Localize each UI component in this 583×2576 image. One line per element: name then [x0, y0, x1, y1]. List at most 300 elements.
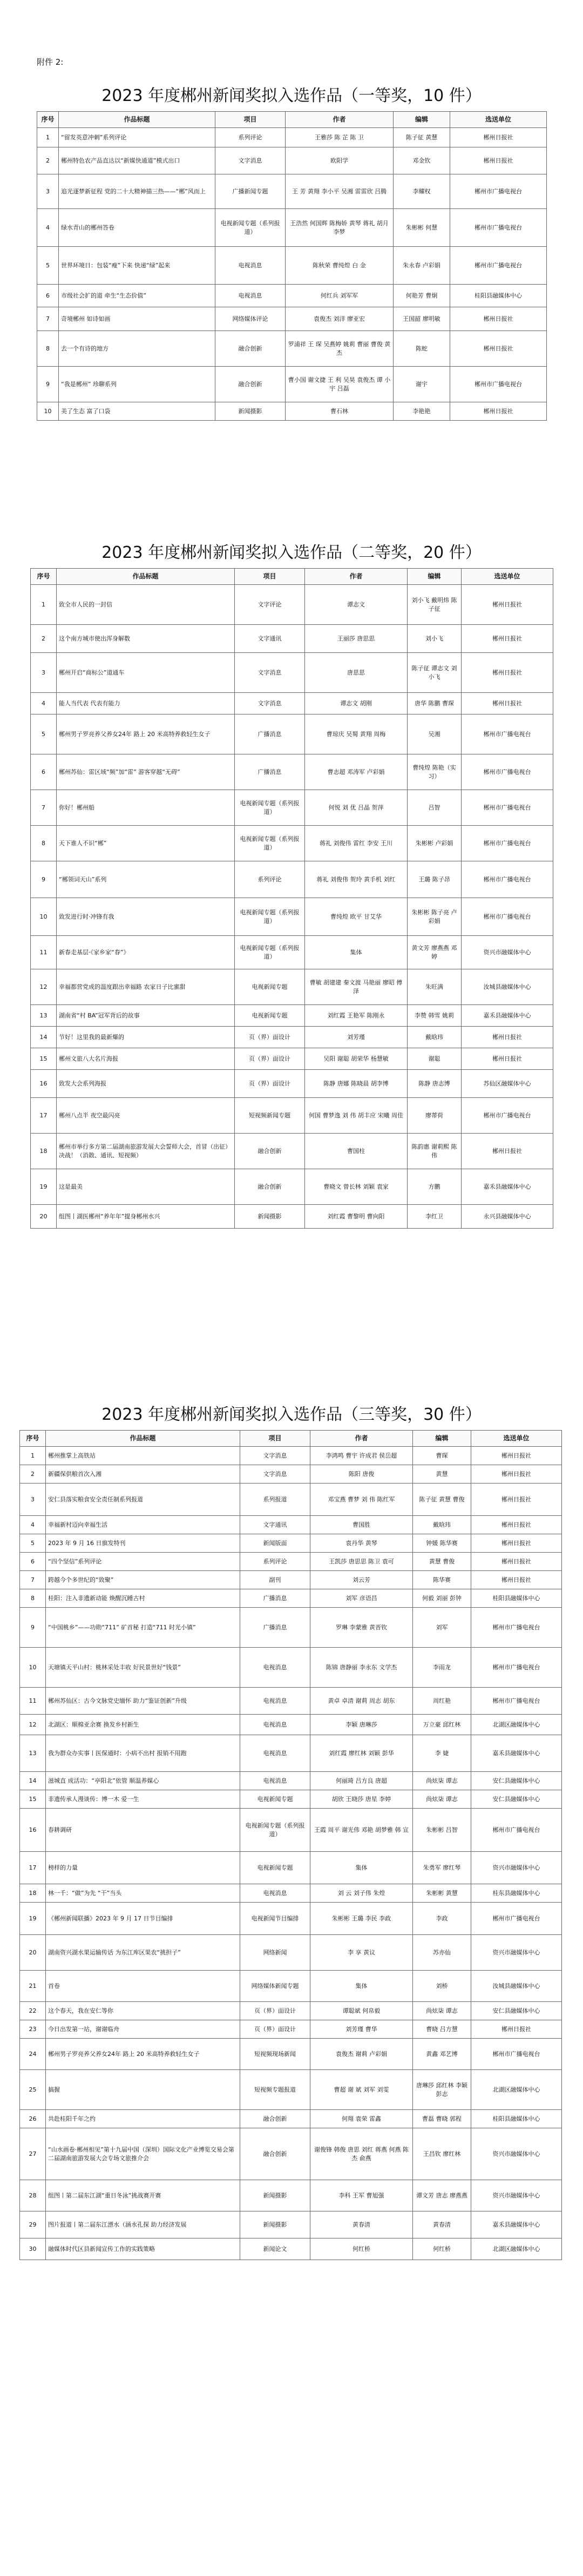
table-row — [20, 1447, 562, 1465]
cell-index: 6 — [31, 754, 57, 790]
cell-authors: 陈阳 唐俊 — [310, 1465, 413, 1483]
cell-editors: 唐华 陈鹏 曹琛 — [408, 693, 462, 714]
table-row — [37, 307, 547, 331]
cell-title: 新疆保供粮首次入湘 — [46, 1465, 240, 1483]
cell-category: 融合创新 — [235, 1134, 305, 1169]
cell-index: 13 — [20, 1735, 46, 1772]
cell-authors: 陈秋荣 曹纯煌 白 金 — [286, 247, 394, 285]
cell-category: 电视新闻专题 — [240, 1852, 310, 1884]
table-row — [31, 1070, 553, 1098]
cell-unit: 汝城县融媒体中心 — [462, 969, 553, 1005]
cell-title: 湖南省“村 BA”冠军背后的故事 — [57, 1005, 235, 1027]
cell-editors: 谢宇 — [394, 367, 450, 402]
cell-index: 10 — [20, 1648, 46, 1688]
cell-unit: 永兴县融媒体中心 — [462, 1205, 553, 1229]
cell-index: 29 — [20, 2211, 46, 2238]
cell-index: 3 — [37, 174, 59, 209]
cell-title: 北湖区：顺棉亚余赛 换发乡村新生 — [46, 1715, 240, 1735]
table-row — [20, 1571, 562, 1589]
cell-title: 今日出发第一站，谢谢临舟 — [46, 2020, 240, 2039]
cell-editors: 吴湘 — [408, 714, 462, 754]
cell-authors: 曹国柱 — [305, 1134, 408, 1169]
cell-index: 4 — [37, 209, 59, 247]
cell-authors: 李 享 黄议 — [310, 1935, 413, 1971]
column-header-category: 项目 — [235, 569, 305, 585]
cell-category: 短视频现场新闻 — [240, 2039, 310, 2070]
table-row — [31, 1005, 553, 1027]
cell-unit: 郴州日报社 — [471, 1483, 562, 1516]
table-row — [31, 1134, 553, 1169]
cell-category: 电视新闻专题（系列报道） — [235, 790, 305, 826]
cell-editors: 李雨龙 — [413, 1648, 471, 1688]
cell-authors: 曹志超 邓涛军 卢彩娟 — [305, 754, 408, 790]
table-row — [31, 1098, 553, 1134]
cell-index: 14 — [31, 1027, 57, 1048]
cell-unit: 郴州日报社 — [450, 147, 547, 174]
cell-editors: 谭文芳 唐志 廖燕燕 — [413, 2180, 471, 2211]
cell-editors: 尚炫柒 谭志 — [413, 1772, 471, 1790]
cell-index: 1 — [20, 1447, 46, 1465]
cell-index: 1 — [37, 128, 59, 147]
cell-index: 5 — [20, 1534, 46, 1553]
cell-title: 图片报道丨第二届东江漂水（涵水孔探 助力经济发展 — [46, 2211, 240, 2238]
cell-unit: 郴州日报社 — [471, 1447, 562, 1465]
cell-title: 去一个有诗的地方 — [59, 331, 215, 367]
cell-title: 共赴桂阳千年之约 — [46, 2110, 240, 2128]
cell-index: 5 — [31, 714, 57, 754]
cell-editors: 曹纯煌 陈艳（实习） — [408, 754, 462, 790]
cell-title: “中国桃乡”——功勋“711” 矿首秘 打造“711 时光小镇” — [46, 1608, 240, 1648]
cell-authors: 罗琳 李蒙雅 黄晋钦 — [310, 1608, 413, 1648]
cell-category: 文字评论 — [235, 585, 305, 625]
cell-index: 10 — [31, 898, 57, 936]
column-header-unit: 选送单位 — [462, 569, 553, 585]
cell-unit: 桂东县融媒体中心 — [471, 1884, 562, 1903]
cell-index: 8 — [20, 1589, 46, 1608]
cell-title: 2023 年 9 月 16 日旗发特刊 — [46, 1534, 240, 1553]
cell-authors: 吴阳 谢聪 胡荣华 杨慧敏 — [305, 1048, 408, 1070]
cell-editors: 曹琛 — [413, 1447, 471, 1465]
cell-title: 跨越今个多世纪的“致聚” — [46, 1571, 240, 1589]
cell-category: 系列评论 — [240, 1553, 310, 1571]
cell-editors: 李赞 韩雪 姚莉 — [408, 1005, 462, 1027]
table-row — [31, 714, 553, 754]
table-row — [20, 1903, 562, 1935]
cell-authors: 李科 王军 曹旭强 — [310, 2180, 413, 2211]
column-header-authors: 作者 — [310, 1431, 413, 1447]
cell-editors: 唐琳莎 邱红林 李颖 彭志 — [413, 2070, 471, 2110]
cell-editors: 黄鑫 邓艺博 — [413, 2039, 471, 2070]
cell-authors: 王 芳 黄翔 李小平 吴湘 雷雷欣 吕腾 — [286, 174, 394, 209]
cell-authors: 曹晓文 曾长林 刘颖 袁家 — [305, 1169, 408, 1205]
cell-title: “我是郴州” 珍聊系列 — [59, 367, 215, 402]
table-row — [37, 209, 547, 247]
cell-category: 电视消息 — [240, 1688, 310, 1715]
cell-category: 电视消息 — [215, 247, 286, 285]
cell-authors: 王丽莎 唐思思 — [305, 625, 408, 653]
cell-title: 这个南方城市使出浑身解数 — [57, 625, 235, 653]
cell-unit: 资兴市融媒体中心 — [471, 2180, 562, 2211]
cell-title: 致发进行时·冲锋有我 — [57, 898, 235, 936]
cell-authors: 曹石林 — [286, 402, 394, 421]
cell-authors: 何国 曹梦逸 刘 伟 胡丰应 宋曦 周佳 — [305, 1098, 408, 1134]
cell-unit: 郴州市广播电视台 — [462, 714, 553, 754]
cell-index: 16 — [31, 1070, 57, 1098]
table-row — [31, 1048, 553, 1070]
cell-category: 网络新闻 — [240, 1935, 310, 1971]
table-row — [37, 402, 547, 421]
cell-category: 文字消息 — [240, 1447, 310, 1465]
cell-index: 16 — [20, 1809, 46, 1852]
cell-index: 18 — [31, 1134, 57, 1169]
cell-index: 4 — [20, 1516, 46, 1534]
cell-editors: 黄文芳 廖燕燕 邓婷 — [408, 936, 462, 969]
cell-unit: 资兴市融媒体中心 — [471, 1935, 562, 1971]
table-row — [20, 1790, 562, 1809]
section-title-third-prize: 2023 年度郴州新闻奖拟入选作品（三等奖，30 件） — [101, 1405, 482, 1424]
cell-index: 12 — [20, 1715, 46, 1735]
cell-unit: 安仁县融媒体中心 — [471, 2002, 562, 2020]
cell-index: 28 — [20, 2180, 46, 2211]
cell-editors: 黄慧 曹俊 — [413, 1553, 471, 1571]
cell-index: 23 — [20, 2020, 46, 2039]
table-row — [31, 1169, 553, 1205]
cell-category: 页（界）面设计 — [240, 2002, 310, 2020]
cell-unit: 郴州日报社 — [462, 693, 553, 714]
cell-authors: 胡欣 王晓莎 唐星 李婷 — [310, 1790, 413, 1809]
cell-authors: 唐思思 — [305, 653, 408, 693]
cell-authors: 刘红霞 曹黎明 曹向阳 — [305, 1205, 408, 1229]
cell-editors: 李耀权 — [394, 174, 450, 209]
cell-authors: 谭志文 — [305, 585, 408, 625]
cell-unit: 北湖区融媒体中心 — [471, 2070, 562, 2110]
cell-category: 电视消息 — [240, 1884, 310, 1903]
cell-category: 新闻论文 — [240, 2238, 310, 2260]
cell-category: 系列报道 — [240, 1483, 310, 1516]
cell-unit: 郴州市广播电视台 — [471, 1903, 562, 1935]
table-row — [37, 367, 547, 402]
cell-authors: 谢俊锋 韩俊 唐思 刘红 蒋燕 何燕 陈杰 俞燕 — [310, 2128, 413, 2180]
cell-index: 17 — [31, 1098, 57, 1134]
cell-category: 新闻版面 — [240, 1534, 310, 1553]
cell-title: 郴州苏仙区：古今文脉党史缅怀 助力“鉴证创新”升级 — [46, 1688, 240, 1715]
cell-category: 电视消息 — [240, 1735, 310, 1772]
attachment-label: 附件 2: — [37, 57, 64, 67]
cell-authors: 朱彬彬 王璐 李民 李政 — [310, 1903, 413, 1935]
cell-category: 文字消息 — [240, 1465, 310, 1483]
cell-editors: 李政 — [413, 1903, 471, 1935]
cell-authors: 邓宝燕 曹梦 刘 伟 陈红军 — [310, 1483, 413, 1516]
cell-unit: 北湖区融媒体中心 — [471, 2238, 562, 2260]
cell-authors: 何红桥 — [310, 2238, 413, 2260]
cell-title: 天塘镇天平山村：桃林采处丰收 好民景世好“钱景” — [46, 1648, 240, 1688]
cell-category: 短视频新闻专题 — [235, 1098, 305, 1134]
cell-authors: 谭聪斌 何帛毅 — [310, 2002, 413, 2020]
table-header-row — [20, 1431, 562, 1447]
cell-authors: 王浩然 何国辉 陈梅娇 黄琴 蒋礼 胡月 李梦 — [286, 209, 394, 247]
cell-editors: 陈静 唐志博 — [408, 1070, 462, 1098]
cell-unit: 郴州市广播电视台 — [450, 174, 547, 209]
cell-category: 广播新闻专题 — [215, 174, 286, 209]
cell-editors: 吕智 — [408, 790, 462, 826]
cell-unit: 郴州市广播电视台 — [450, 209, 547, 247]
cell-category: 电视新闻专题 — [240, 1790, 310, 1809]
cell-unit: 郴州市广播电视台 — [471, 2039, 562, 2070]
cell-editors: 戴晗玮 — [408, 1027, 462, 1048]
cell-title: 组图丨湖医郴州“养年年”提身郴州水兴 — [57, 1205, 235, 1229]
table-row — [31, 625, 553, 653]
cell-index: 9 — [37, 367, 59, 402]
cell-index: 2 — [20, 1465, 46, 1483]
table-row — [31, 936, 553, 969]
cell-category: 文字消息 — [215, 147, 286, 174]
cell-unit: 桂阳县融媒体中心 — [471, 1589, 562, 1608]
column-header-editors: 编辑 — [408, 569, 462, 585]
cell-unit: 郴州日报社 — [462, 625, 553, 653]
cell-authors: 陈静 唐娜 陈晓晨 胡李博 — [305, 1070, 408, 1098]
cell-title: 《郴州新闻联播》2023 年 9 月 17 日节目编排 — [46, 1903, 240, 1935]
cell-index: 15 — [31, 1048, 57, 1070]
table-row — [20, 1884, 562, 1903]
cell-authors: 曹纯煌 欧平 甘艾华 — [305, 898, 408, 936]
cell-index: 19 — [20, 1903, 46, 1935]
cell-index: 27 — [20, 2128, 46, 2180]
cell-editors: 刘桥 — [413, 1971, 471, 2002]
cell-title: 首卷 — [46, 1971, 240, 2002]
cell-unit: 郴州市广播电视台 — [462, 826, 553, 861]
cell-category: 页（界）面设计 — [235, 1048, 305, 1070]
column-header-category: 项目 — [240, 1431, 310, 1447]
cell-index: 22 — [20, 2002, 46, 2020]
cell-unit: 郴州日报社 — [471, 1553, 562, 1571]
cell-unit: 郴州日报社 — [462, 653, 553, 693]
cell-authors: 蒋礼 刘俊伟 贺玲 黄手机 刘红 — [305, 861, 408, 898]
cell-title: 林一千：“做”为先 “干”当头 — [46, 1884, 240, 1903]
cell-title: 追光逐梦新征程 党的二十大精神描三热——“郴”风而上 — [59, 174, 215, 209]
table-row — [20, 1809, 562, 1852]
cell-editors: 何艳芳 曹炯 — [394, 285, 450, 307]
table-row — [20, 1534, 562, 1553]
cell-editors: 周红艳 — [413, 1688, 471, 1715]
cell-editors: 陈蛇 — [394, 331, 450, 367]
cell-category: 电视新闻专题 — [235, 1005, 305, 1027]
table-row — [20, 2211, 562, 2238]
cell-index: 25 — [20, 2070, 46, 2110]
cell-unit: 嘉禾县融媒体中心 — [462, 1005, 553, 1027]
cell-unit: 郴州市广播电视台 — [471, 1809, 562, 1852]
cell-editors: 黄慧 — [413, 1465, 471, 1483]
cell-category: 电视消息 — [215, 285, 286, 307]
cell-index: 8 — [31, 826, 57, 861]
cell-title: 美了生态 富了口袋 — [59, 402, 215, 421]
cell-editors: 尚炫柒 谭志 — [413, 2002, 471, 2020]
table-row — [37, 128, 547, 147]
cell-title: 湖南资兴湖水果运输传话 为东江库区果农“挑担子” — [46, 1935, 240, 1971]
cell-editors: 李红卫 — [408, 1205, 462, 1229]
cell-authors: 刘云芳 — [310, 1571, 413, 1589]
table-row — [31, 693, 553, 714]
table-row — [20, 2002, 562, 2020]
cell-editors: 陈子征 黄慧 曹俊 — [413, 1483, 471, 1516]
table-row — [20, 1483, 562, 1516]
cell-category: 融合创新 — [240, 2128, 310, 2180]
cell-unit: 郴州日报社 — [450, 307, 547, 331]
cell-unit: 郴州日报社 — [462, 585, 553, 625]
cell-index: 7 — [37, 307, 59, 331]
cell-title: 郴州文旅八大名片海报 — [57, 1048, 235, 1070]
cell-index: 11 — [20, 1688, 46, 1715]
cell-editors: 廖蒂荷 — [408, 1098, 462, 1134]
cell-title: 这是最美 — [57, 1169, 235, 1205]
cell-unit: 郴州市广播电视台 — [462, 790, 553, 826]
cell-category: 文字消息 — [235, 653, 305, 693]
cell-title: 榜样的力量 — [46, 1852, 240, 1884]
cell-title: 这个春天，我在安仁等你 — [46, 2002, 240, 2020]
cell-editors: 尚炫柒 谭志 — [413, 1790, 471, 1809]
section-title-second-prize: 2023 年度郴州新闻奖拟入选作品（二等奖，20 件） — [101, 543, 482, 562]
cell-title: 能人当代表 代表有能力 — [57, 693, 235, 714]
cell-title: 桂阳：注入非遗新动能 焕醒沉睡古村 — [46, 1589, 240, 1608]
cell-editors: 黄春清 — [413, 2211, 471, 2238]
cell-editors: 刘军 — [413, 1608, 471, 1648]
column-header-authors: 作者 — [286, 112, 394, 128]
column-header-editors: 编辑 — [413, 1431, 471, 1447]
column-header-editors: 编辑 — [394, 112, 450, 128]
cell-title: 郴州苏仙：雷区域“频”加“雷” 游客穿越“无碍” — [57, 754, 235, 790]
cell-category: 页（界）面设计 — [240, 2020, 310, 2039]
table-row — [20, 1516, 562, 1534]
cell-title: 非遗传承人漫谈传：博一木 爱一生 — [46, 1790, 240, 1809]
cell-index: 7 — [20, 1571, 46, 1589]
cell-title: 郴州市举行多方第二届湖南旅游发展大会誓师大会，首冒（出征）决战！（消散、通讯、短视频） — [57, 1134, 235, 1169]
cell-editors: 朱彬彬 何慧 — [394, 209, 450, 247]
cell-unit: 嘉禾县融媒体中心 — [471, 2211, 562, 2238]
cell-editors: 朱彬彬 吕智 — [413, 1809, 471, 1852]
cell-unit: 郴州市广播电视台 — [450, 247, 547, 285]
cell-unit: 郴州日报社 — [471, 1516, 562, 1534]
cell-index: 12 — [31, 969, 57, 1005]
cell-title: 搞握 — [46, 2070, 240, 2110]
cell-editors: 陈子征 黄慧 — [394, 128, 450, 147]
table-row — [37, 174, 547, 209]
cell-authors: 刘 云 刘子伟 朱煌 — [310, 1884, 413, 1903]
table-row — [20, 1648, 562, 1688]
column-header-category: 项目 — [215, 112, 286, 128]
cell-editors: 王国韶 廖明敏 — [394, 307, 450, 331]
column-header-index: 序号 — [31, 569, 57, 585]
cell-unit: 郴州市广播电视台 — [462, 1098, 553, 1134]
first-prize-table — [37, 111, 547, 421]
cell-index: 26 — [20, 2110, 46, 2128]
cell-authors: 刘军 彦语昌 — [310, 1589, 413, 1608]
cell-authors: 罗浦祥 王 琛 吴燕婷 姚莉 曹丽 曹俊 黄杰 — [286, 331, 394, 367]
cell-title: 幸福都营党成的温度跟出幸福路 农家日子比蜜甜 — [57, 969, 235, 1005]
cell-title: 致全市人民的一封信 — [57, 585, 235, 625]
column-header-title: 作品标题 — [59, 112, 215, 128]
cell-unit: 资兴市融媒体中心 — [462, 936, 553, 969]
cell-index: 10 — [37, 402, 59, 421]
cell-category: 电视消息 — [240, 1772, 310, 1790]
cell-editors: 钟媛 陈华赛 — [413, 1534, 471, 1553]
cell-title: 郴州特色农产品直达以“新媒快通道”模式出口 — [59, 147, 215, 174]
cell-authors: 袁俊杰 谢莉 卢彩娟 — [310, 2039, 413, 2070]
cell-index: 6 — [20, 1553, 46, 1571]
cell-editors: 曹晓 吕方慧 — [413, 2020, 471, 2039]
cell-category: 文字通讯 — [240, 1516, 310, 1534]
table-row — [31, 826, 553, 861]
column-header-unit: 选送单位 — [450, 112, 547, 128]
cell-title: 郴州推掌上高铁站 — [46, 1447, 240, 1465]
cell-unit: 桂阳县融媒体中心 — [471, 2110, 562, 2128]
cell-unit: 郴州市广播电视台 — [471, 1648, 562, 1688]
cell-unit: 郴州市广播电视台 — [462, 754, 553, 790]
cell-category: 网络媒体评论 — [215, 307, 286, 331]
cell-category: 电视新闻专题（系列报道） — [235, 936, 305, 969]
cell-category: 电视新闻专题（系列报道） — [240, 1809, 310, 1852]
cell-category: 页（界）面设计 — [235, 1027, 305, 1048]
cell-title: 组图丨第二届东江湖“重日冬泳”挑战赛开赛 — [46, 2180, 240, 2211]
cell-authors: 蒋礼 刘俊伟 雷红 李安 王川 — [305, 826, 408, 861]
cell-category: 电视消息 — [240, 1648, 310, 1688]
cell-category: 融合创新 — [240, 2110, 310, 2128]
cell-editors: 王昌钦 廖红林 — [413, 2128, 471, 2180]
cell-editors: 李艳艳 — [394, 402, 450, 421]
cell-authors: 何红兵 刘军军 — [286, 285, 394, 307]
column-header-index: 序号 — [20, 1431, 46, 1447]
cell-unit: 安仁县融媒体中心 — [471, 1790, 562, 1809]
cell-index: 18 — [20, 1884, 46, 1903]
cell-index: 11 — [31, 936, 57, 969]
table-row — [20, 1715, 562, 1735]
table-row — [20, 1935, 562, 1971]
cell-title: 新春走基层·《家乡家“春”》 — [57, 936, 235, 969]
cell-unit: 郴州日报社 — [471, 1571, 562, 1589]
cell-editors: 陈韵惠 谢莉熙 陈伟 — [408, 1134, 462, 1169]
table-row — [37, 247, 547, 285]
cell-authors: 曹超 谢 斌 刘军 刘雯 — [310, 2070, 413, 2110]
cell-unit: 郴州日报社 — [471, 1465, 562, 1483]
cell-editors: 朱彬彬 黄慧 — [413, 1884, 471, 1903]
cell-title: 天下谁人不识“郴” — [57, 826, 235, 861]
table-row — [20, 2039, 562, 2070]
cell-title: 郴州开启“商标公”道通车 — [57, 653, 235, 693]
cell-authors: 集体 — [310, 1971, 413, 2002]
cell-index: 20 — [20, 1935, 46, 1971]
cell-category: 网络媒体新闻专题 — [240, 1971, 310, 2002]
cell-editors: 曹磊 曹晓 郭程 — [413, 2110, 471, 2128]
table-header-row — [37, 112, 547, 128]
cell-category: 页（界）面设计 — [235, 1070, 305, 1098]
cell-authors: 李鸿鸣 曹宇 许成君 侯岳超 — [310, 1447, 413, 1465]
column-header-authors: 作者 — [305, 569, 408, 585]
cell-title: 春耕调研 — [46, 1809, 240, 1852]
cell-category: 电视新闻专题（系列报道） — [235, 898, 305, 936]
cell-title: 滋城直 成活功：“亭阳北”依管 顺温养媒心 — [46, 1772, 240, 1790]
cell-editors: 刘小飞 — [408, 625, 462, 653]
cell-category: 系列评论 — [215, 128, 286, 147]
cell-title: 你好！郴州船 — [57, 790, 235, 826]
cell-editors: 王璐 陈子昂 — [408, 861, 462, 898]
cell-index: 3 — [31, 653, 57, 693]
section-title-first-prize: 2023 年度郴州新闻奖拟入选作品（一等奖，10 件） — [101, 86, 482, 105]
cell-index: 9 — [31, 861, 57, 898]
cell-title: 节好！这里我的最新爆的 — [57, 1027, 235, 1048]
cell-editors: 邓金钦 — [394, 147, 450, 174]
table-row — [31, 1205, 553, 1229]
cell-authors: 李颖 唐琳莎 — [310, 1715, 413, 1735]
cell-unit: 桂阳县融媒体中心 — [450, 285, 547, 307]
table-row — [37, 285, 547, 307]
